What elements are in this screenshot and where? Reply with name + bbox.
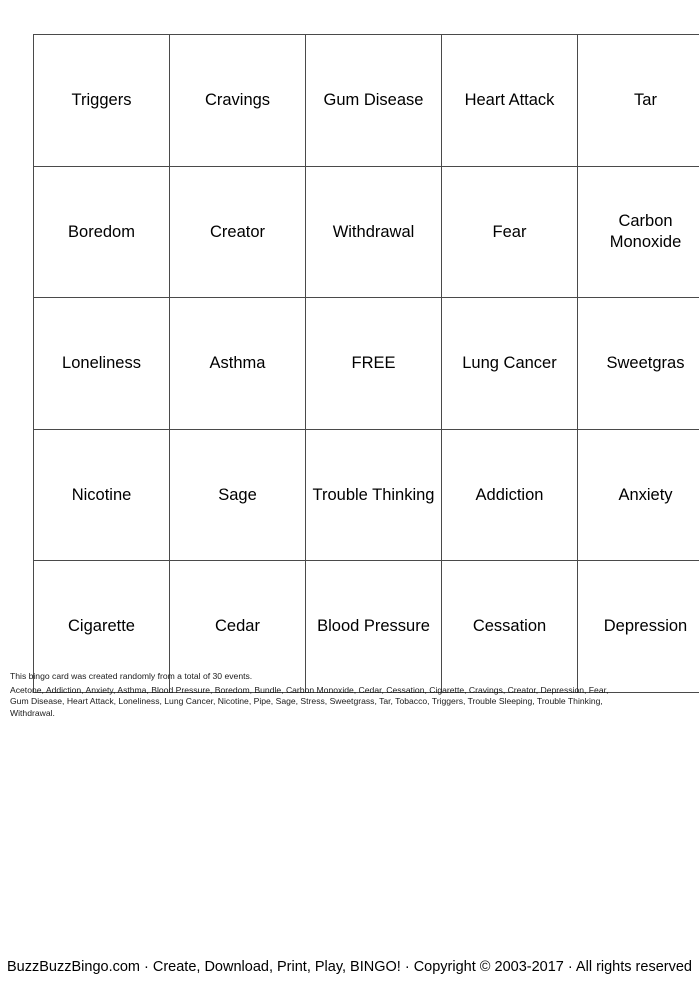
fine-print-summary: This bingo card was created randomly from a total of 30 events. bbox=[10, 671, 253, 681]
footer-credit: BuzzBuzzBingo.com · Create, Download, Print, Play, BINGO! · Copyright © 2003-2017 · All rights reserved bbox=[7, 959, 692, 975]
bingo-cell[interactable]: Triggers bbox=[34, 35, 170, 167]
bingo-cell[interactable]: Lung Cancer bbox=[442, 298, 578, 430]
bingo-cell[interactable]: Cessation bbox=[442, 561, 578, 693]
fine-print-events-line-3: Withdrawal. bbox=[10, 707, 55, 718]
bingo-cell[interactable]: Blood Pressure bbox=[306, 561, 442, 693]
bingo-row bbox=[34, 298, 699, 430]
fine-print bbox=[10, 671, 682, 719]
bingo-cell[interactable]: Tar bbox=[578, 35, 699, 167]
bingo-cell[interactable]: Addiction bbox=[442, 429, 578, 561]
bingo-cell[interactable]: Carbon Monoxide bbox=[578, 166, 699, 298]
bingo-cell[interactable]: Asthma bbox=[170, 298, 306, 430]
bingo-cell[interactable]: Cravings bbox=[170, 35, 306, 167]
bingo-cell[interactable]: Sweetgras bbox=[578, 298, 699, 430]
bingo-row bbox=[34, 35, 699, 167]
bingo-cell-free[interactable]: FREE bbox=[306, 298, 442, 430]
bingo-cell[interactable]: Cedar bbox=[170, 561, 306, 693]
bingo-cell[interactable]: Heart Attack bbox=[442, 35, 578, 167]
bingo-cell[interactable]: Boredom bbox=[34, 166, 170, 298]
bingo-cell[interactable]: Trouble Thinking bbox=[306, 429, 442, 561]
bingo-cell[interactable]: Cigarette bbox=[34, 561, 170, 693]
bingo-row bbox=[34, 166, 699, 298]
bingo-cell[interactable]: Depression bbox=[578, 561, 699, 693]
bingo-cell[interactable]: Loneliness bbox=[34, 298, 170, 430]
fine-print-events-line-2: Gum Disease, Heart Attack, Loneliness, Lung Cancer, Nicotine, Pipe, Sage, Stress, Sweetgrass, Tar, Tobacco, Triggers, Trouble Sleeping, Trouble Thinking, bbox=[10, 696, 603, 707]
bingo-cell[interactable]: Gum Disease bbox=[306, 35, 442, 167]
bingo-cell[interactable]: Sage bbox=[170, 429, 306, 561]
bingo-cell[interactable]: Creator bbox=[170, 166, 306, 298]
fine-print-events-line-1: Acetone, Addiction, Anxiety, Asthma, Blood Pressure, Boredom, Bundle, Carbon Monoxide, Cedar, Cessation, Cigarette, Cravings, Creator, Depression, Fear, bbox=[10, 684, 609, 695]
bingo-cell[interactable]: Nicotine bbox=[34, 429, 170, 561]
bingo-cell[interactable]: Anxiety bbox=[578, 429, 699, 561]
bingo-row bbox=[34, 429, 699, 561]
bingo-cell[interactable]: Fear bbox=[442, 166, 578, 298]
bingo-cell[interactable]: Withdrawal bbox=[306, 166, 442, 298]
bingo-grid bbox=[33, 34, 699, 693]
